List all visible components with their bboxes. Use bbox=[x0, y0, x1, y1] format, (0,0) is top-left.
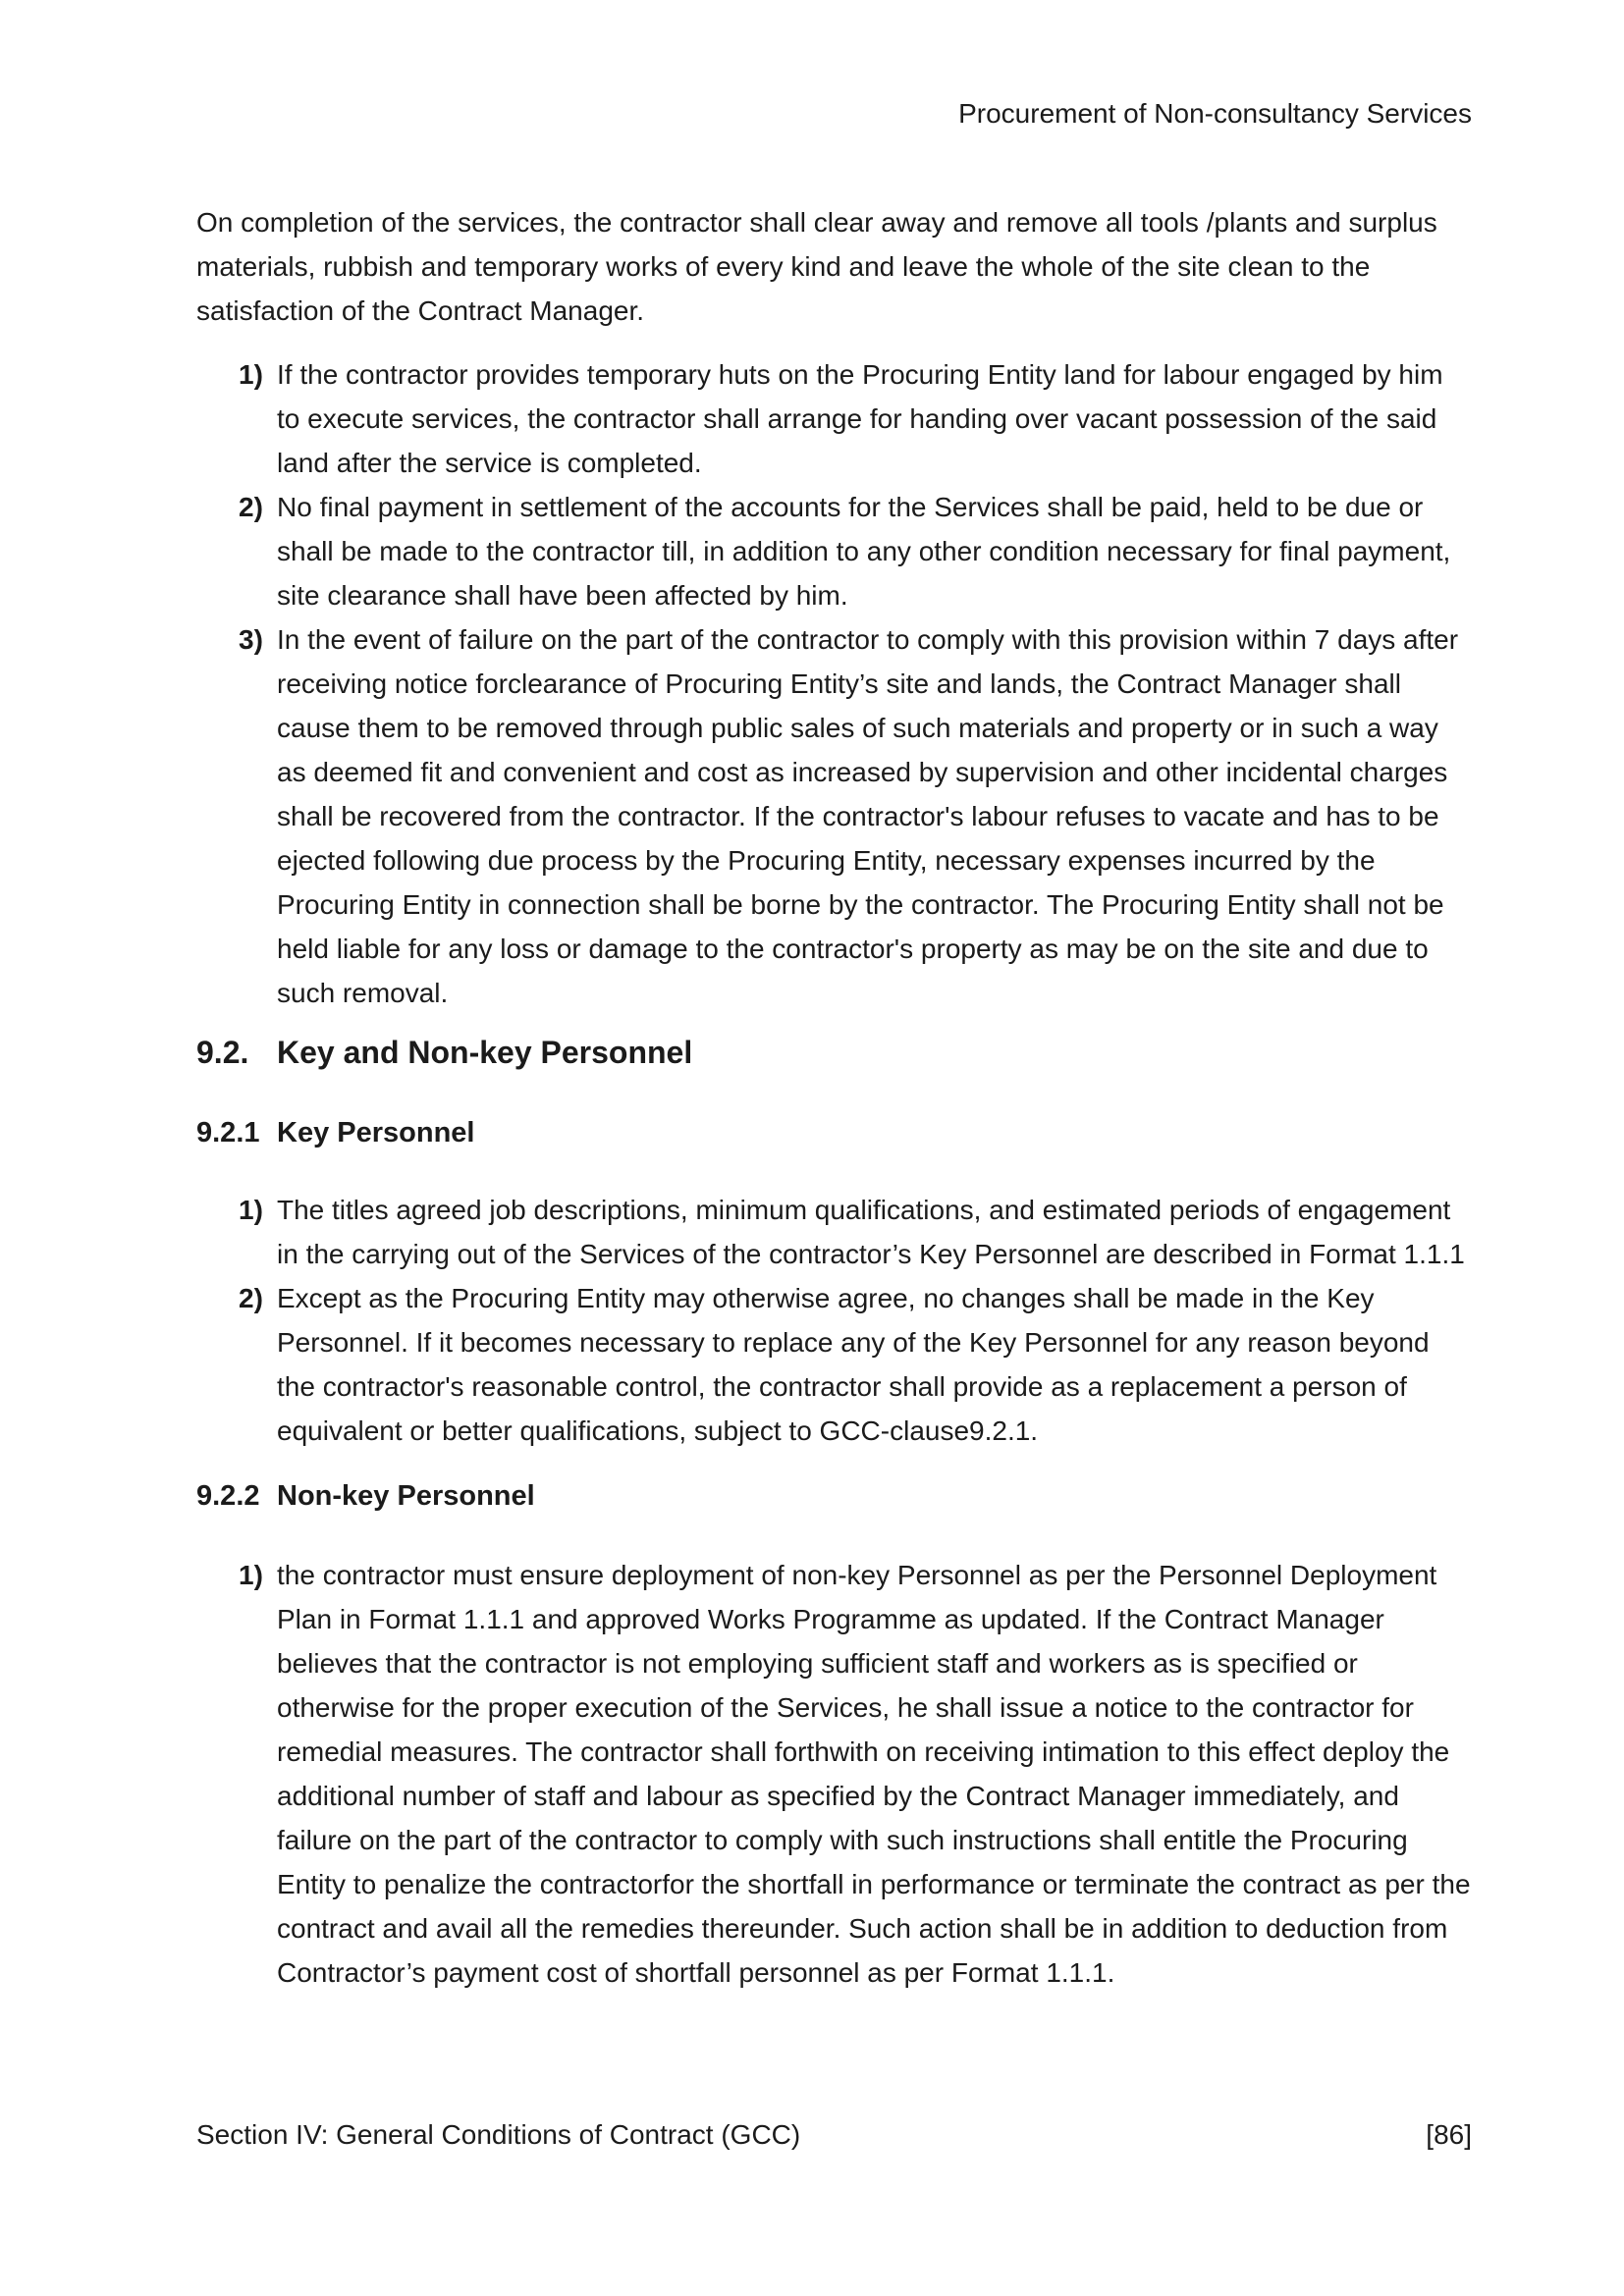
list-text: Except as the Procuring Entity may otherwise agree, no changes shall be made in the Key Personnel. If it becomes necessary to replace any of the Key Personnel for any reason beyond the contractor's reasonable control, the contractor shall provide as a replacement a person of equivalent or better qualifications, subject to GCC-clause9.2.1. bbox=[277, 1283, 1430, 1446]
list-text: In the event of failure on the part of the contractor to comply with this provision within 7 days after receiving notice forclearance of Procuring Entity’s site and lands, the Contract Manager shall cause them to be removed through public sales of such materials and property or in such a way as deemed fit and convenient and cost as increased by supervision and other incidental charges shall be recovered from the contractor. If the contractor's labour refuses to vacate and has to be ejected following due process by the Procuring Entity, necessary expenses incurred by the Procuring Entity in connection shall be borne by the contractor. The Procuring Entity shall not be held liable for any loss or damage to the contractor's property as may be on the site and due to such removal. bbox=[277, 624, 1459, 1008]
list-item bbox=[239, 617, 1472, 1015]
subsection-heading-9-2-2 bbox=[196, 1474, 1472, 1518]
footer-section-label: Section IV: General Conditions of Contract (GCC) bbox=[196, 2119, 801, 2150]
section-title: Key and Non-key Personnel bbox=[277, 1035, 693, 1070]
non-key-personnel-list bbox=[196, 1553, 1472, 1995]
list-item bbox=[239, 485, 1472, 617]
key-personnel-list bbox=[196, 1188, 1472, 1453]
subsection-title: Key Personnel bbox=[277, 1117, 475, 1148]
subsection-number: 9.2.1 bbox=[196, 1117, 260, 1148]
list-item bbox=[239, 352, 1472, 485]
list-text: the contractor must ensure deployment of non-key Personnel as per the Personnel Deployment Plan in Format 1.1.1 and approved Works Programme as updated. If the Contract Manager believes that the contractor is not employing sufficient staff and workers as is specified or otherwise for the proper execution of the Services, he shall issue a notice to the contractor for remedial measures. The contractor shall forthwith on receiving intimation to this effect deploy the additional number of staff and labour as specified by the Contract Manager immediately, and failure on the part of the contractor to comply with such instructions shall entitle the Procuring Entity to penalize the contractorfor the shortfall in performance or terminate the contract as per the contract and avail all the remedies thereunder. Such action shall be in addition to deduction from Contractor’s payment cost of shortfall personnel as per Format 1.1.1. bbox=[277, 1560, 1471, 1988]
list-item bbox=[239, 1188, 1472, 1276]
subsection-title: Non-key Personnel bbox=[277, 1480, 535, 1512]
list-marker: 2) bbox=[239, 492, 263, 522]
list-text: No final payment in settlement of the accounts for the Services shall be paid, held to be due or shall be made to the contractor till, in addition to any other condition necessary for final payment, site clearance shall have been affected by him. bbox=[277, 492, 1451, 611]
list-text: The titles agreed job descriptions, minimum qualifications, and estimated periods of engagement in the carrying out of the Services of the contractor’s Key Personnel are described in Format 1.1.1 bbox=[277, 1195, 1465, 1269]
footer-page-number: [86] bbox=[1426, 2119, 1472, 2150]
header-title: Procurement of Non-consultancy Services bbox=[958, 98, 1472, 129]
subsection-heading-9-2-1 bbox=[196, 1111, 1472, 1154]
list-item bbox=[239, 1276, 1472, 1453]
list-text: If the contractor provides temporary huts on the Procuring Entity land for labour engaged by him to execute services, the contractor shall arrange for handing over vacant possession of the said land after the service is completed. bbox=[277, 359, 1443, 478]
list-marker: 1) bbox=[239, 1560, 263, 1590]
page-footer bbox=[196, 2118, 1472, 2152]
list-marker: 3) bbox=[239, 624, 263, 655]
subsection-number: 9.2.2 bbox=[196, 1480, 260, 1512]
section-number: 9.2. bbox=[196, 1035, 249, 1070]
list-marker: 2) bbox=[239, 1283, 263, 1313]
section-heading-9-2 bbox=[196, 1029, 1472, 1076]
page-header bbox=[196, 0, 1472, 132]
list-marker: 1) bbox=[239, 1195, 263, 1225]
site-clearance-list bbox=[196, 352, 1472, 1015]
list-item bbox=[239, 1553, 1472, 1995]
list-marker: 1) bbox=[239, 359, 263, 390]
intro-paragraph: On completion of the services, the contractor shall clear away and remove all tools /plants and surplus materials, rubbish and temporary works of every kind and leave the whole of the site clean to the satisfaction of the Contract Manager. bbox=[196, 207, 1437, 326]
